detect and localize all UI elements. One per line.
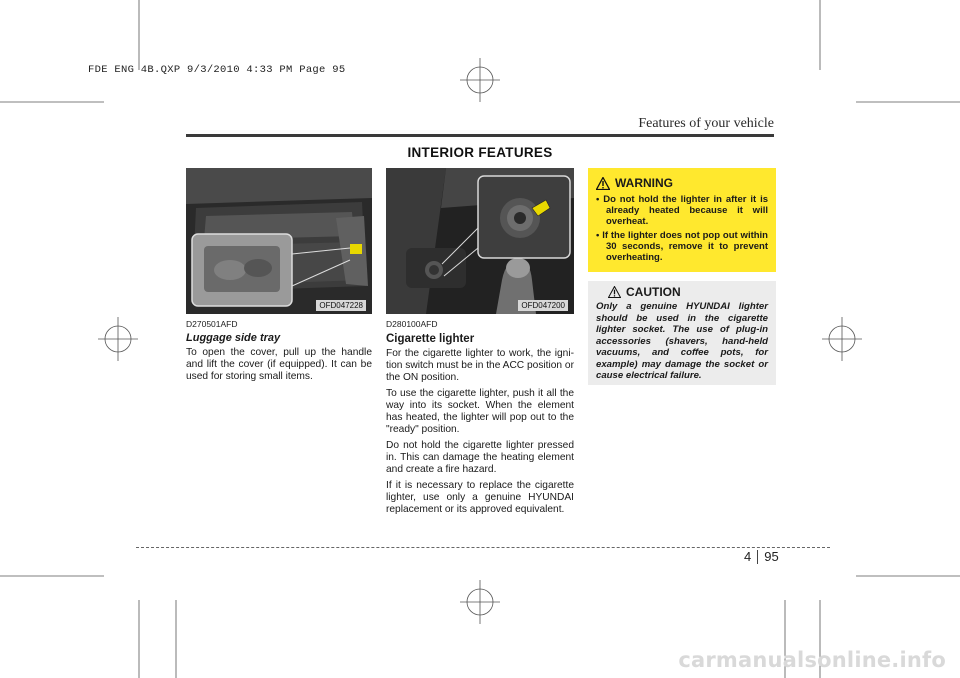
- chapter-number: 4: [744, 549, 752, 564]
- warning-label: WARNING: [615, 176, 673, 190]
- cigarette-lighter-photo: [386, 168, 574, 314]
- footer-rule: [136, 547, 830, 548]
- photo-id: OFD047228: [316, 300, 366, 311]
- luggage-tray-section: [186, 318, 372, 387]
- caution-header: [596, 285, 768, 299]
- warning-header: [596, 176, 768, 190]
- page-number: [744, 549, 779, 564]
- section-title: Features of your vehicle: [638, 116, 774, 131]
- body-paragraph: If it is necessary to replace the cigarette lighter, use only a genuine HYUNDAI replacement or its approved equivalent.: [386, 480, 574, 515]
- body-paragraph: To use the cigarette lighter, push it all the way into its socket. When the element has heated, the lighter will pop out to the "ready" position.: [386, 388, 574, 435]
- photo-id: OFD047200: [518, 300, 568, 311]
- section-heading: Cigarette lighter: [386, 333, 475, 345]
- body-paragraph: For the cigarette lighter to work, the igni-tion switch must be in the ACC position or the ON position.: [386, 348, 574, 383]
- caution-triangle-icon: [608, 286, 621, 298]
- luggage-tray-photo: [186, 168, 372, 314]
- header-rule: [186, 134, 774, 137]
- cigarette-lighter-section: [386, 318, 574, 520]
- caution-text: Only a genuine HYUNDAI lighter should be used in the cigarette lighter socket. The use of plug-in accessories (shavers, hand-held vacuums, and coffee pots, for example) may damage the socket or cause electrical failure.: [596, 301, 768, 381]
- caution-label: CAUTION: [626, 285, 681, 299]
- page-number-value: 95: [764, 549, 779, 564]
- warning-item: • If the lighter does not pop out within 30 seconds, remove it to prevent overheating.: [596, 230, 768, 263]
- warning-list: [596, 194, 768, 263]
- warning-box: [588, 168, 776, 272]
- caution-box: [588, 281, 776, 385]
- section-code: D280100AFD: [386, 319, 438, 329]
- print-slug: FDE ENG 4B.QXP 9/3/2010 4:33 PM Page 95: [88, 64, 346, 76]
- section-code: D270501AFD: [186, 319, 238, 329]
- warning-item: • Do not hold the lighter in after it is already heated because it will overheat.: [596, 194, 768, 227]
- watermark-text: carmanualsonline.info: [678, 648, 946, 672]
- body-paragraph: To open the cover, pull up the handle and lift the cover (if equipped). It can be used for storing small items.: [186, 347, 372, 382]
- chapter-title: INTERIOR FEATURES: [407, 145, 553, 160]
- section-subtitle: Luggage side tray: [186, 332, 281, 344]
- body-paragraph: Do not hold the cigarette lighter pressed in. This can damage the heating element and create a fire hazard.: [386, 440, 574, 475]
- page-number-divider: [757, 550, 758, 564]
- warning-triangle-icon: [596, 177, 610, 190]
